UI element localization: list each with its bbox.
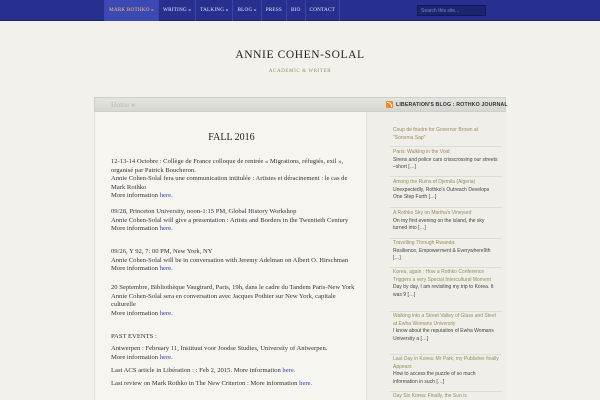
search-input[interactable] (417, 5, 486, 16)
feed-item-summary: Resilience, Empowerment & Everywhere9th […] (393, 247, 491, 262)
feed-item-summary: Unexpectedly, Rothko's Outreach Develops One Step Furth […] (393, 186, 490, 201)
nav-item-contact[interactable]: CONTACT (306, 0, 340, 21)
event-heading: Antwerpen : February 11, Instituut voor Joodse Studies, University of Antwerpen. (111, 345, 328, 352)
more-information (111, 225, 361, 234)
sidebar-feed (367, 112, 506, 400)
feed-item[interactable] (393, 393, 499, 400)
divider (389, 146, 501, 147)
event-heading: 20 Septembre, Bibliothèque Vaugirard, Paris, 19h, dans le cadre du Tandem Paris-New York (111, 284, 355, 291)
more-information (111, 265, 361, 274)
more-information-link[interactable]: here. (159, 225, 173, 233)
rss-icon[interactable] (386, 101, 393, 108)
event-entry (111, 208, 361, 234)
event-heading: Last ACS article in Libération : : Feb 2, 2015. More information (111, 367, 281, 374)
more-information (111, 310, 361, 319)
event-description: Annie Cohen-Solal will be in conversation with Jeremy Adelman on Albert O. Hirschman (111, 256, 349, 264)
more-information (111, 354, 361, 363)
feed-item-title[interactable]: Walking into a Street Valley of Glass and Steel at Ewha Womans University (393, 313, 496, 327)
feed-item-title[interactable]: Korea, again : How a Rothko Conference Triggers a very Special Intercultural Moment (393, 269, 491, 283)
divider (389, 207, 501, 208)
feed-item[interactable] (393, 356, 499, 386)
divider (389, 354, 501, 355)
event-entry (111, 345, 361, 362)
event-entry (111, 380, 361, 389)
more-information-link[interactable]: here. (159, 353, 173, 361)
divider (389, 176, 501, 177)
event-description: Annie Cohen-Solal sera en conversation avec Jacques Pothier sur New York, capitale culturelle (111, 292, 336, 309)
more-information-label: More information (111, 192, 159, 200)
more-information-link[interactable]: here. (159, 192, 173, 200)
more-information-link[interactable]: here. (159, 309, 173, 317)
feed-item-title[interactable]: Coup de foudre for Governor Brown at "Sonoma Sap" (393, 127, 479, 141)
breadcrumb-bar (94, 97, 506, 112)
event-entry (111, 158, 361, 201)
event-entry (111, 367, 361, 376)
site-tagline: ACADEMIC & WRITER (268, 69, 332, 74)
feed-item[interactable] (393, 240, 499, 263)
feed-item[interactable] (393, 210, 499, 233)
feed-item-title[interactable]: A Rothko Sky on Martha's Vineyard (393, 210, 472, 216)
nav-item-writing[interactable]: WRITING » (159, 0, 196, 21)
feed-item[interactable] (393, 179, 499, 202)
more-information-link[interactable]: here. (282, 367, 296, 374)
feed-item-summary: On my first evening on the island, the sky turned into […] (393, 217, 485, 232)
main-content (94, 112, 367, 400)
feed-item[interactable] (393, 149, 499, 172)
feed-item-summary: How to access the puzzle of so much information in such […] (393, 371, 476, 385)
feed-item-summary: Day by day, I am revisiting my trip to Korea. It was 9 […] (393, 284, 494, 298)
breadcrumb-separator: » (131, 100, 135, 109)
main-nav (104, 0, 340, 21)
past-events-heading: PAST EVENTS : (111, 333, 157, 340)
divider (389, 267, 501, 268)
more-information-label: More information (111, 309, 159, 317)
more-information (111, 192, 361, 201)
event-description: Annie Cohen-Solal will give a presentation : Artists and Borders in the Twentieth Century (111, 216, 349, 224)
nav-item-press[interactable]: PRESS (262, 0, 287, 21)
feed-item-title[interactable]: Among the Ruins of Djemila (Algeria) (393, 179, 476, 185)
site-title[interactable]: ANNIE COHEN-SOLAL (235, 49, 365, 61)
divider (389, 311, 501, 312)
breadcrumb-home-link[interactable]: Home (111, 100, 130, 109)
divider (389, 391, 501, 392)
more-information-link[interactable]: here. (299, 380, 313, 387)
event-entry (111, 284, 361, 318)
more-information-link[interactable]: here. (159, 265, 173, 273)
nav-item-mark-rothko[interactable]: MARK ROTHKO » (104, 0, 159, 21)
feed-item-summary: I know about the reputation of Ewha Womans University a […] (393, 328, 494, 342)
top-nav-bar (0, 0, 600, 21)
more-information-label: More information (111, 353, 159, 361)
more-information-label: More information (111, 265, 159, 273)
feed-item-title[interactable]: Travelling Through Rwanda: (393, 240, 456, 246)
feed-item-summary: Sirens and police cars crisscrossing our streets –short […] (393, 156, 498, 171)
feed-item-title[interactable]: Day Six Korea: Finally, the Sun is (393, 393, 467, 399)
feed-item-title[interactable]: Paris: Walking in the Void (393, 149, 450, 155)
nav-item-bio[interactable]: BIO (287, 0, 306, 21)
event-heading: 09/28, Princeton University, noon-1:15 PM, Global History Workshop (111, 208, 297, 215)
breadcrumb (111, 100, 135, 109)
event-heading: Last review on Mark Rothko in The New Criterion : More information (111, 380, 298, 387)
nav-item-blog[interactable]: BLOG » (233, 0, 261, 21)
divider (389, 238, 501, 239)
post-title: FALL 2016 (208, 132, 255, 143)
event-entry (111, 248, 361, 274)
feed-item[interactable] (393, 127, 499, 142)
feed-item-title[interactable]: Last Day in Korea: Mr Park, my Publisher finally Appears (393, 356, 499, 370)
feed-item[interactable] (393, 269, 499, 299)
feed-item[interactable] (393, 313, 499, 343)
event-heading: 09/26, Y 92, 7: 00 PM, New York, NY (111, 248, 213, 255)
more-information-label: More information (111, 225, 159, 233)
feed-title[interactable]: LIBERATION'S BLOG : ROTHKO JOURNAL (396, 101, 508, 108)
event-heading: 12-13-14 Octobre : Collège de France colloque de rentrée « Migrations, réfugiés, exil », organisé par Patrick Boucheron. (111, 158, 344, 174)
event-description: Annie Cohen-Solal fera une communication intitulée : Artistes et déracinement : le cas de Mark Rothko (111, 175, 348, 191)
nav-item-talking[interactable]: TALKING » (196, 0, 233, 21)
